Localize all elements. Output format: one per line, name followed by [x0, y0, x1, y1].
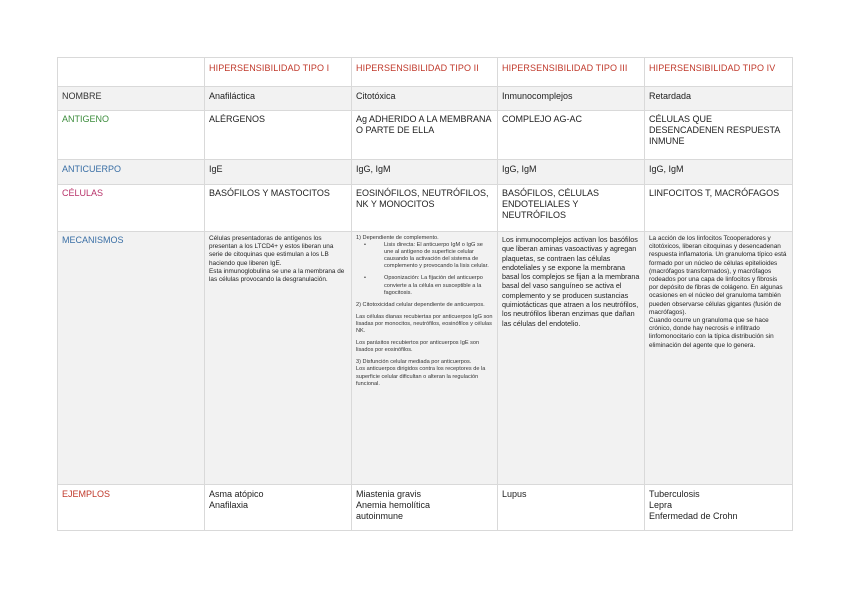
mecanismos-tipo-2-p5: 3) Disfunción celular mediada por anticuerpos.	[356, 359, 472, 366]
anticuerpo-tipo-3: IgG, IgM	[498, 160, 645, 185]
celulas-tipo-2: EOSINÓFILOS, NEUTRÓFILOS, NK Y MONOCITOS	[352, 185, 498, 232]
nombre-row	[58, 87, 793, 111]
header-tipo-2: HIPERSENSIBILIDAD TIPO II	[352, 58, 498, 87]
antigeno-row	[58, 111, 793, 160]
nombre-tipo-3: Inmunocomplejos	[498, 87, 645, 111]
mecanismos-tipo-3	[498, 232, 645, 485]
ejemplo-item: autoinmune	[356, 511, 404, 521]
mecanismos-tipo-1	[205, 232, 352, 485]
bullet-icon: •	[364, 242, 366, 249]
nombre-tipo-2: Citotóxica	[352, 87, 498, 111]
bullet-icon: •	[364, 275, 366, 282]
header-tipo-4: HIPERSENSIBILIDAD TIPO IV	[645, 58, 793, 87]
celulas-label: CÉLULAS	[58, 185, 205, 232]
ejemplo-item: Anafilaxia	[209, 500, 249, 510]
header-tipo-3: HIPERSENSIBILIDAD TIPO III	[498, 58, 645, 87]
mecanismos-tipo-2	[352, 232, 498, 485]
ejemplo-item: Anemia hemolítica	[356, 500, 431, 510]
ejemplo-item: Lepra	[649, 500, 673, 510]
anticuerpo-tipo-2: IgG, IgM	[352, 160, 498, 185]
mecanismos-tipo-2-b2: Opsonización: La fijación del anticuerpo convierte a la célula en susceptible a la fagocitosis.	[384, 275, 483, 296]
header-empty-cell	[58, 58, 205, 87]
mecanismos-tipo-2-p6: Los anticuerpos dirigidos contra los receptores de la superficie celular dificultan o alteran la regulación funcional.	[356, 366, 486, 387]
mecanismos-tipo-2-b1: Lisis directa: El anticuerpo IgM o IgG se une al antígeno de superficie celular causando la activación del sistema de complemento y provocando la lisis celular.	[384, 242, 489, 270]
mecanismos-tipo-4-para-1: La acción de los linfocitos Tcooperadores y citotóxicos, liberan citoquinas y desencadenan respuesta inflamatoria. Un granuloma típico está formado por un núcleo de células epitelioides (macrófagos transformados), y macrófagos rodeados por una capa de linfocitos y fibrosis por depósito de fibras de colágeno. En algunas ocasiones en el núcleo del granuloma también pueden observarse células gigantes (fusión de macrófagos).	[649, 235, 787, 316]
antigeno-tipo-3: COMPLEJO AG-AC	[498, 111, 645, 160]
mecanismos-tipo-2-bullet-1	[364, 242, 493, 270]
ejemplo-item: Miastenia gravis	[356, 489, 422, 499]
nombre-tipo-4: Retardada	[645, 87, 793, 111]
antigeno-tipo-1: ALÉRGENOS	[205, 111, 352, 160]
ejemplos-tipo-1	[205, 485, 352, 531]
nombre-label: NOMBRE	[58, 87, 205, 111]
celulas-row	[58, 185, 793, 232]
mecanismos-row	[58, 232, 793, 485]
anticuerpo-label: ANTICUERPO	[58, 160, 205, 185]
ejemplo-item: Enfermedad de Crohn	[649, 511, 738, 521]
mecanismos-tipo-4	[645, 232, 793, 485]
ejemplo-item: Tuberculosis	[649, 489, 700, 499]
celulas-tipo-3: BASÓFILOS, CÉLULAS ENDOTELIALES Y NEUTRÓFILOS	[498, 185, 645, 232]
mecanismos-tipo-2-p3: Las células dianas recubiertas por anticuerpos IgG son lisadas por monocitos, neutrófilos, eosinófilos y células NK.	[356, 313, 493, 335]
ejemplos-tipo-3	[498, 485, 645, 531]
mecanismos-tipo-2-p2: 2) Citotoxicidad celular dependiente de anticuerpos.	[356, 301, 485, 308]
header-tipo-1: HIPERSENSIBILIDAD TIPO I	[205, 58, 352, 87]
anticuerpo-row	[58, 160, 793, 185]
ejemplos-row	[58, 485, 793, 531]
mecanismos-tipo-4-para-2: Cuando ocurre un granuloma que se hace crónico, donde hay necrosis e infiltrado linfomonocitario con la típica distribución sin eliminación del agente que lo genera.	[649, 317, 774, 349]
header-row	[58, 58, 793, 87]
mecanismos-tipo-3-text: Los inmunocomplejos activan los basófilos que liberan aminas vasoactivas y agregan plaquetas, se contraen las células endoteliales y se expone la membrana basal los complejos se fijan a la membrana basal del vaso sanguíneo se activa el complemento y se producen sustancias quimiotácticas que atraen a los neutrófilos, los neutrófilos liberan enzimas que dañan las células del endotelio.	[502, 235, 640, 328]
ejemplo-item: Lupus	[502, 489, 527, 499]
ejemplos-label: EJEMPLOS	[58, 485, 205, 531]
ejemplos-tipo-4	[645, 485, 793, 531]
ejemplos-tipo-2	[352, 485, 498, 531]
nombre-tipo-1: Anafiláctica	[205, 87, 352, 111]
anticuerpo-tipo-1: IgE	[205, 160, 352, 185]
antigeno-tipo-4: CÉLULAS QUE DESENCADENEN RESPUESTA INMUNE	[645, 111, 793, 160]
mecanismos-label: MECANISMOS	[58, 232, 205, 485]
antigeno-label: ANTIGENO	[58, 111, 205, 160]
celulas-tipo-4: LINFOCITOS T, MACRÓFAGOS	[645, 185, 793, 232]
mecanismos-tipo-2-p1: 1) Dependiente de complemento.	[356, 235, 439, 241]
antigeno-tipo-2: Ag ADHERIDO A LA MEMBRANA O PARTE DE ELLA	[352, 111, 498, 160]
celulas-tipo-1: BASÓFILOS Y MASTOCITOS	[205, 185, 352, 232]
mecanismos-tipo-1-para-2: Esta inmunoglobulina se une a la membrana de las células provocando la desgranulación.	[209, 267, 345, 284]
mecanismos-tipo-2-p4: Los parásitos recubiertos por anticuerpos IgE son lisados por eosinófilos.	[356, 340, 480, 354]
mecanismos-tipo-1-para-1: Células presentadoras de antígenos los presentan a los LTCD4+ y estos liberan una serie de citoquinas que estimulan a los LB haciendo que liberen IgE.	[209, 235, 334, 267]
hypersensitivity-table	[57, 57, 793, 531]
anticuerpo-tipo-4: IgG, IgM	[645, 160, 793, 185]
mecanismos-tipo-2-bullet-2	[364, 275, 493, 296]
ejemplo-item: Asma atópico	[209, 489, 264, 499]
